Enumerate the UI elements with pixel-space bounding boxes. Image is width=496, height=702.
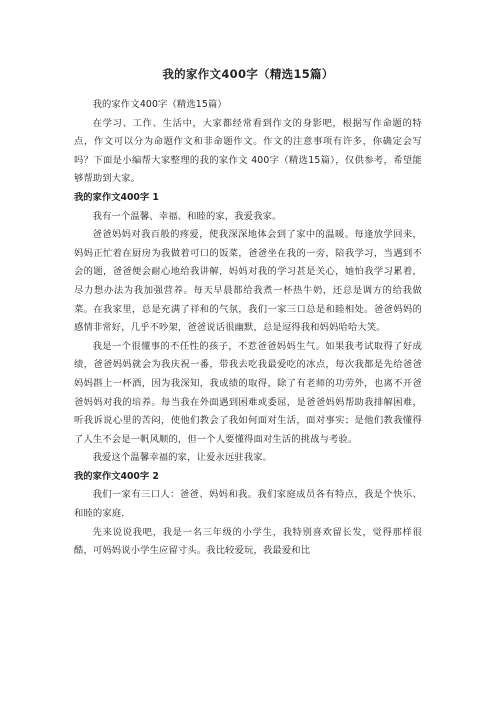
document-page bbox=[74, 0, 422, 561]
paragraph: 先来说说我吧，我是一名三年级的小学生，我特别喜欢留长发，觉得那样很酷，可妈妈说小学生应留寸头。我比较爱玩，我最爱和比 bbox=[74, 526, 422, 557]
paragraph: 我是一个很懂事的不任性的孩子，不惹爸爸妈妈生气。如果我考试取得了好成绩，爸爸妈妈就会为我庆祝一番，带我去吃我最爱吃的冰点，每次我都是先给爸爸妈妈斟上一杯酒，因为我深知，我成绩的取得，除了有老师的功劳外，也离不开爸爸妈妈对我的培养。每当我在外面遇到困难或委屈，是爸爸妈妈帮助我排解困难，听我诉说心里的苦闷，使他们教会了我如何面对生活，面对事实；是他们教我懂得了人生不会是一帆风顺的，但一个人要懂得面对生活的挑战与考验。 bbox=[74, 340, 422, 445]
paragraph: 我的家作文400字（精选15篇） bbox=[92, 99, 227, 110]
section-heading: 我的家作文400字 2 bbox=[74, 470, 159, 482]
document-body bbox=[74, 96, 422, 561]
paragraph: 我有一个温馨、幸福、和睦的家，我爱我家。 bbox=[92, 210, 282, 222]
paragraph: 爸爸妈妈对我百般的疼爱，使我深深地体会到了家中的温暖。每逢放学回来，妈妈正忙着在厨房为我做着可口的饭菜，爸爸坐在我的一旁，陪我学习，当遇到不会的题，爸爸便会耐心地给我讲解，妈妈对我的学习甚是关心，她怕我学习累着，尽力想办法为我加强营养。每天早晨都给我煮一杯热牛奶，还总是调方的给我做菜。在我家里，总是充满了祥和的气氛，我们一家三口总是和睦相处。爸爸妈妈的感情非常好，几乎不吵架，爸爸说话很幽默，总是逗得我和妈妈哈哈大笑。 bbox=[74, 229, 422, 334]
paragraph: 我爱这个温馨幸福的家，让爱永远驻我家。 bbox=[92, 452, 273, 464]
paragraph: 我们一家有三口人：爸爸、妈妈和我。我们家庭成员各有特点，我是个快乐、和睦的家庭． bbox=[74, 489, 422, 520]
document-title: 我的家作文400字（精选15篇） bbox=[162, 67, 334, 81]
paragraph: 在学习、工作、生活中，大家都经常看到作文的身影吧，根据写作命题的特点，作文可以分为命题作文和非命题作文。作文的注意事项有许多，你确定会写吗？下面是小编帮大家整理的我的家作文 400字（精选15篇），仅供参考，希望能够帮助到大家。 bbox=[74, 117, 422, 185]
section-heading: 我的家作文400字 1 bbox=[74, 191, 159, 203]
